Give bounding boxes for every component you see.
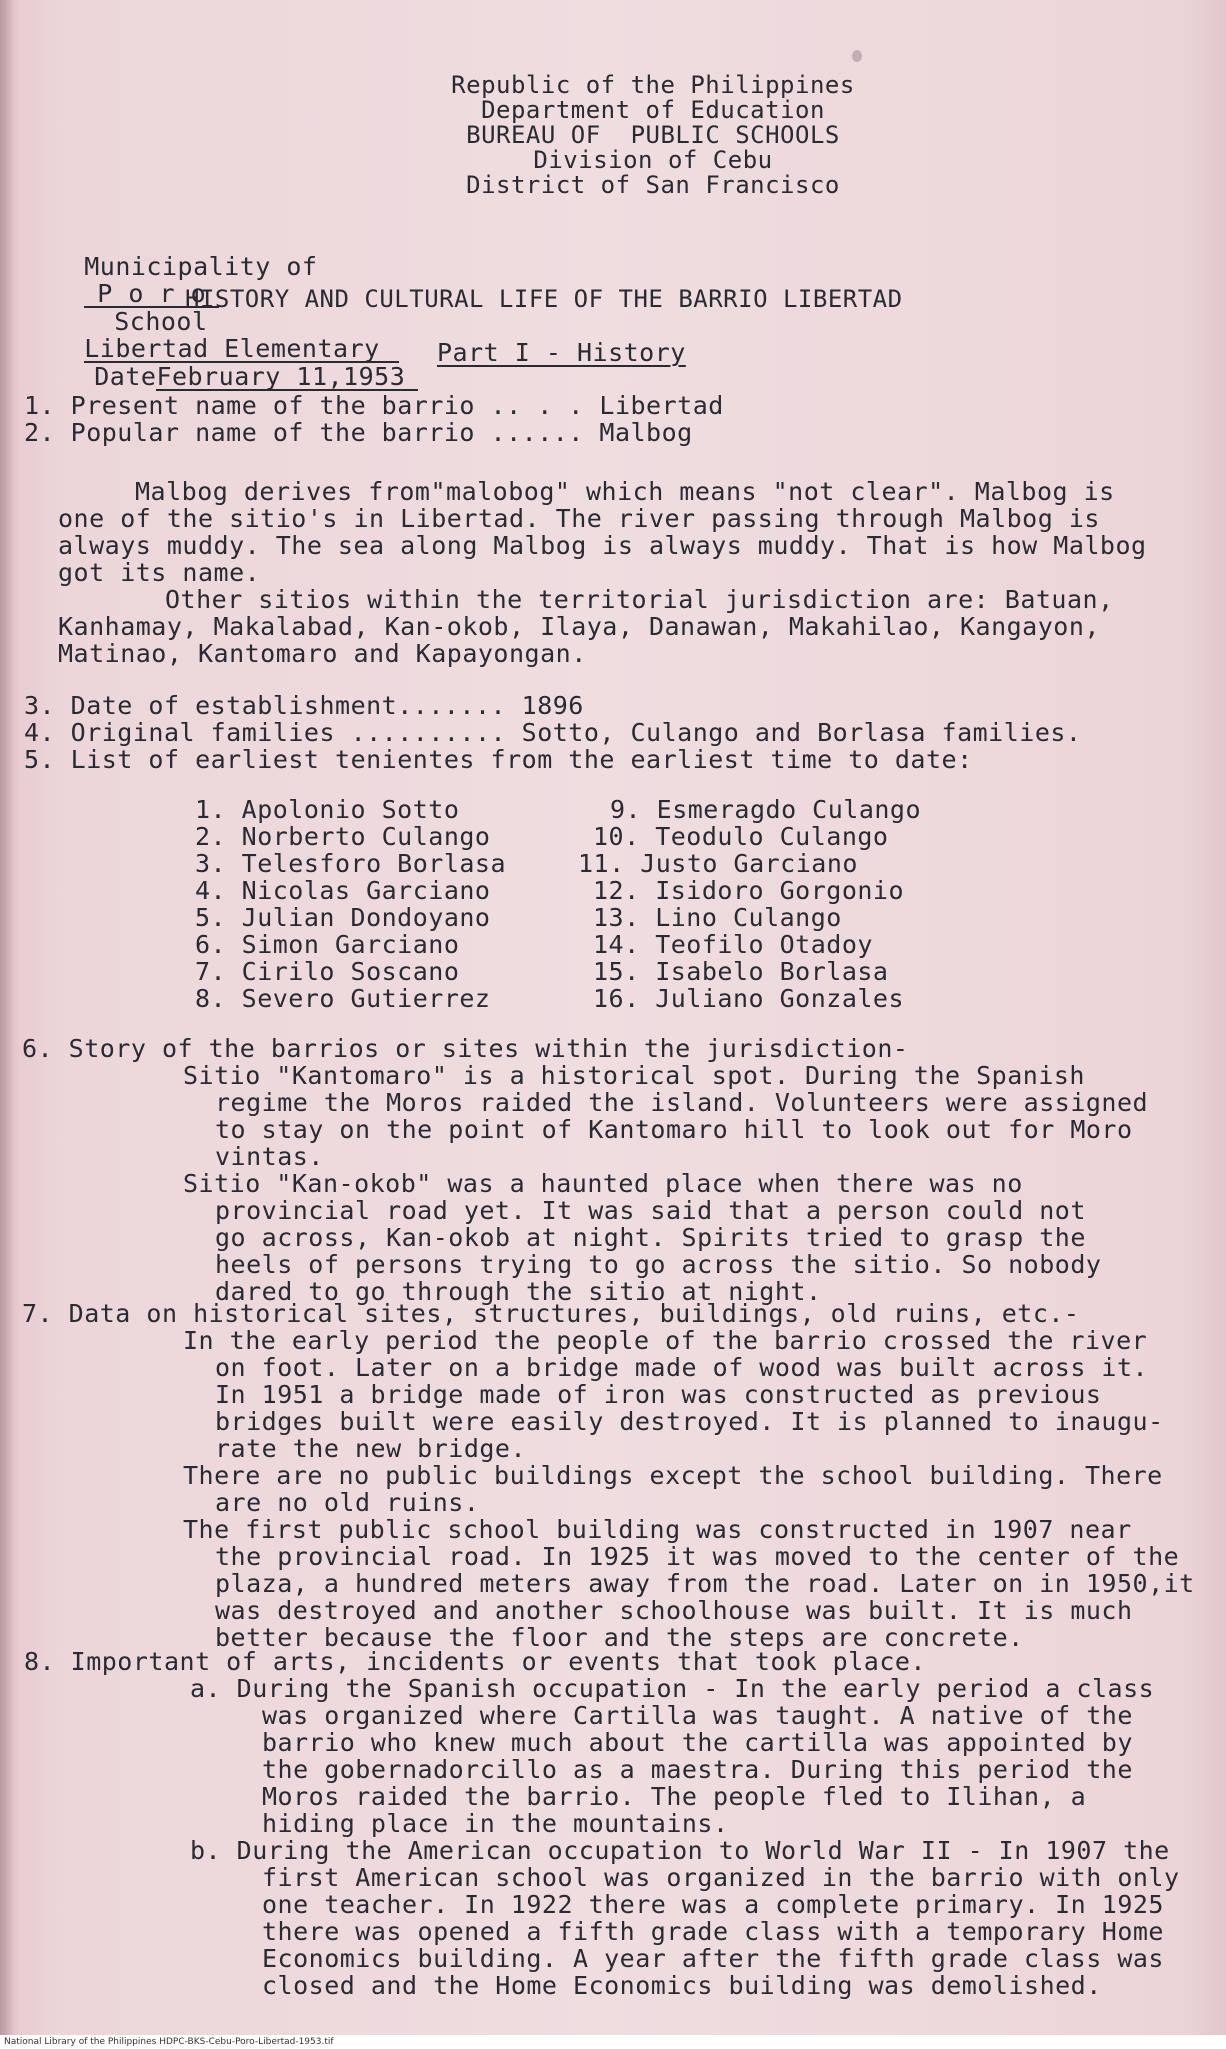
- school-label: School: [114, 307, 208, 336]
- paragraph-line: go across, Kan-okob at night. Spirits tried to grasp the: [215, 1223, 1086, 1252]
- paragraph-line: closed and the Home Economics building was demolished.: [262, 1971, 1102, 2000]
- school-value-text: Libertad Elementary: [84, 334, 380, 363]
- item-historical-sites: 7. Data on historical sites, structures, buildings, old ruins, etc.-: [22, 1299, 1080, 1328]
- paragraph-line: Other sitios within the territorial jurisdiction are: Batuan,: [165, 585, 1114, 614]
- part-title: Part I - History: [437, 338, 686, 367]
- archive-footer-text: National Library of the Philippines HDPC-BKS-Cebu-Poro-Libertad-1953.tif: [4, 2037, 334, 2047]
- header-district: District of San Francisco: [466, 171, 840, 199]
- paragraph-line: vintas.: [215, 1142, 324, 1171]
- paragraph-line: regime the Moros raided the island. Volunteers were assigned: [215, 1088, 1149, 1117]
- paragraph-line: plaza, a hundred meters away from the road. Later on in 1950,it: [215, 1569, 1195, 1598]
- paragraph-line: Economics building. A year after the fifth grade class was: [262, 1944, 1164, 1973]
- paragraph-line: the gobernadorcillo as a maestra. During this period the: [262, 1755, 1133, 1784]
- paragraph-line: was organized where Cartilla was taught. A native of the: [262, 1701, 1133, 1730]
- list-item: 16. Juliano Gonzales: [593, 984, 905, 1013]
- paragraph-line: dared to go through the sitio at night.: [215, 1277, 822, 1306]
- paragraph-line: to stay on the point of Kantomaro hill to look out for Moro: [215, 1115, 1133, 1144]
- paragraph-line: Sitio "Kantomaro" is a historical spot. During the Spanish: [183, 1061, 1085, 1090]
- list-item: 1. Apolonio Sotto: [195, 795, 460, 824]
- paragraph-line: one teacher. In 1922 there was a complete primary. In 1925: [262, 1890, 1164, 1919]
- date-label: Date: [94, 362, 157, 391]
- paragraph-line: one of the sitio's in Libertad. The river passing through Malbog is: [58, 504, 1100, 533]
- paragraph-line: Matinao, Kantomaro and Kapayongan.: [58, 639, 587, 668]
- paragraph-line: bridges built were easily destroyed. It is planned to inaugu-: [215, 1407, 1164, 1436]
- paragraph-line: b. During the American occupation to World War II - In 1907 the: [190, 1836, 1170, 1865]
- paragraph-line: In the early period the people of the barrio crossed the river: [183, 1326, 1148, 1355]
- paragraph-line: a. During the Spanish occupation - In the early period a class: [190, 1674, 1155, 1703]
- list-item: 2. Norberto Culango: [195, 822, 491, 851]
- header-bureau: BUREAU OF PUBLIC SCHOOLS: [466, 121, 840, 149]
- list-item: 7. Cirilo Soscano: [195, 957, 460, 986]
- header-department: Department of Education: [481, 96, 825, 124]
- paragraph-line: Moros raided the barrio. The people fled to Ilihan, a: [262, 1782, 1087, 1811]
- paragraph-line: Kanhamay, Makalabad, Kan-okob, Ilaya, Danawan, Makahilao, Kangayon,: [58, 612, 1100, 641]
- paragraph-line: first American school was organized in the barrio with only: [262, 1863, 1180, 1892]
- list-item: 10. Teodulo Culango: [593, 822, 889, 851]
- paragraph-line: there was opened a fifth grade class with a temporary Home: [262, 1917, 1164, 1946]
- list-item: 13. Lino Culango: [593, 903, 842, 932]
- item-original-families: 4. Original families .......... Sotto, Culango and Borlasa families.: [24, 718, 1082, 747]
- date-value-text: February 11,1953: [156, 362, 406, 391]
- paragraph-line: got its name.: [58, 558, 261, 587]
- paragraph-line: are no old ruins.: [215, 1488, 480, 1517]
- paragraph-line: always muddy. The sea along Malbog is always muddy. That is how Malbog: [58, 531, 1147, 560]
- municipality-label: Municipality of: [84, 252, 318, 281]
- paragraph-line: barrio who knew much about the cartilla was appointed by: [262, 1728, 1133, 1757]
- item-popular-name: 2. Popular name of the barrio ...... Malbog: [24, 418, 693, 447]
- municipality-value-text: P o r o: [97, 279, 207, 308]
- paragraph-line: the provincial road. In 1925 it was moved to the center of the: [215, 1542, 1180, 1571]
- item-story-barrios: 6. Story of the barrios or sites within the jurisdiction-: [22, 1034, 909, 1063]
- paragraph-line: on foot. Later on a bridge made of wood was built across it.: [215, 1353, 1149, 1382]
- item-tenientes-heading: 5. List of earliest tenientes from the earliest time to date:: [24, 745, 973, 774]
- paragraph-line: Sitio "Kan-okob" was a haunted place when there was no: [183, 1169, 1023, 1198]
- header-division: Division of Cebu: [533, 146, 773, 174]
- paragraph-line: was destroyed and another schoolhouse was built. It is much: [215, 1596, 1133, 1625]
- list-item: 15. Isabelo Borlasa: [593, 957, 889, 986]
- school-value: [84, 334, 399, 363]
- paragraph-line: Malbog derives from"malobog" which means "not clear". Malbog is: [135, 477, 1115, 506]
- list-item: 12. Isidoro Gorgonio: [593, 876, 905, 905]
- list-item: 8. Severo Gutierrez: [195, 984, 491, 1013]
- paragraph-line: rate the new bridge.: [215, 1434, 527, 1463]
- ink-stain: [852, 50, 862, 62]
- list-item: 5. Julian Dondoyano: [195, 903, 491, 932]
- paragraph-line: hiding place in the mountains.: [262, 1809, 729, 1838]
- document-title: HISTORY AND CULTURAL LIFE OF THE BARRIO LIBERTAD: [185, 285, 903, 313]
- paragraph-line: heels of persons trying to go across the sitio. So nobody: [215, 1250, 1102, 1279]
- paragraph-line: There are no public buildings except the school building. There: [183, 1461, 1163, 1490]
- archive-footer-bar: [0, 2035, 1226, 2049]
- list-item: 4. Nicolas Garciano: [195, 876, 491, 905]
- paragraph-line: The first public school building was constructed in 1907 near: [183, 1515, 1132, 1544]
- list-item: 11. Justo Garciano: [578, 849, 858, 878]
- list-item: 14. Teofilo Otadoy: [593, 930, 873, 959]
- paragraph-line: In 1951 a bridge made of iron was constructed as previous: [215, 1380, 1102, 1409]
- item-important-events: 8. Important of arts, incidents or events that took place.: [24, 1647, 926, 1676]
- info-row: [22, 226, 418, 418]
- item-present-name: 1. Present name of the barrio .. . . Libertad: [24, 391, 724, 420]
- list-item: 6. Simon Garciano: [195, 930, 460, 959]
- date-value: [156, 362, 418, 391]
- list-item: 3. Telesforo Borlasa: [195, 849, 507, 878]
- paragraph-line: provincial road yet. It was said that a person could not: [215, 1196, 1086, 1225]
- paragraph-line: better because the floor and the steps are concrete.: [215, 1623, 1024, 1652]
- header-republic: Republic of the Philippines: [451, 71, 855, 99]
- item-date-established: 3. Date of establishment....... 1896: [24, 691, 584, 720]
- list-item: 9. Esmeragdo Culango: [610, 795, 922, 824]
